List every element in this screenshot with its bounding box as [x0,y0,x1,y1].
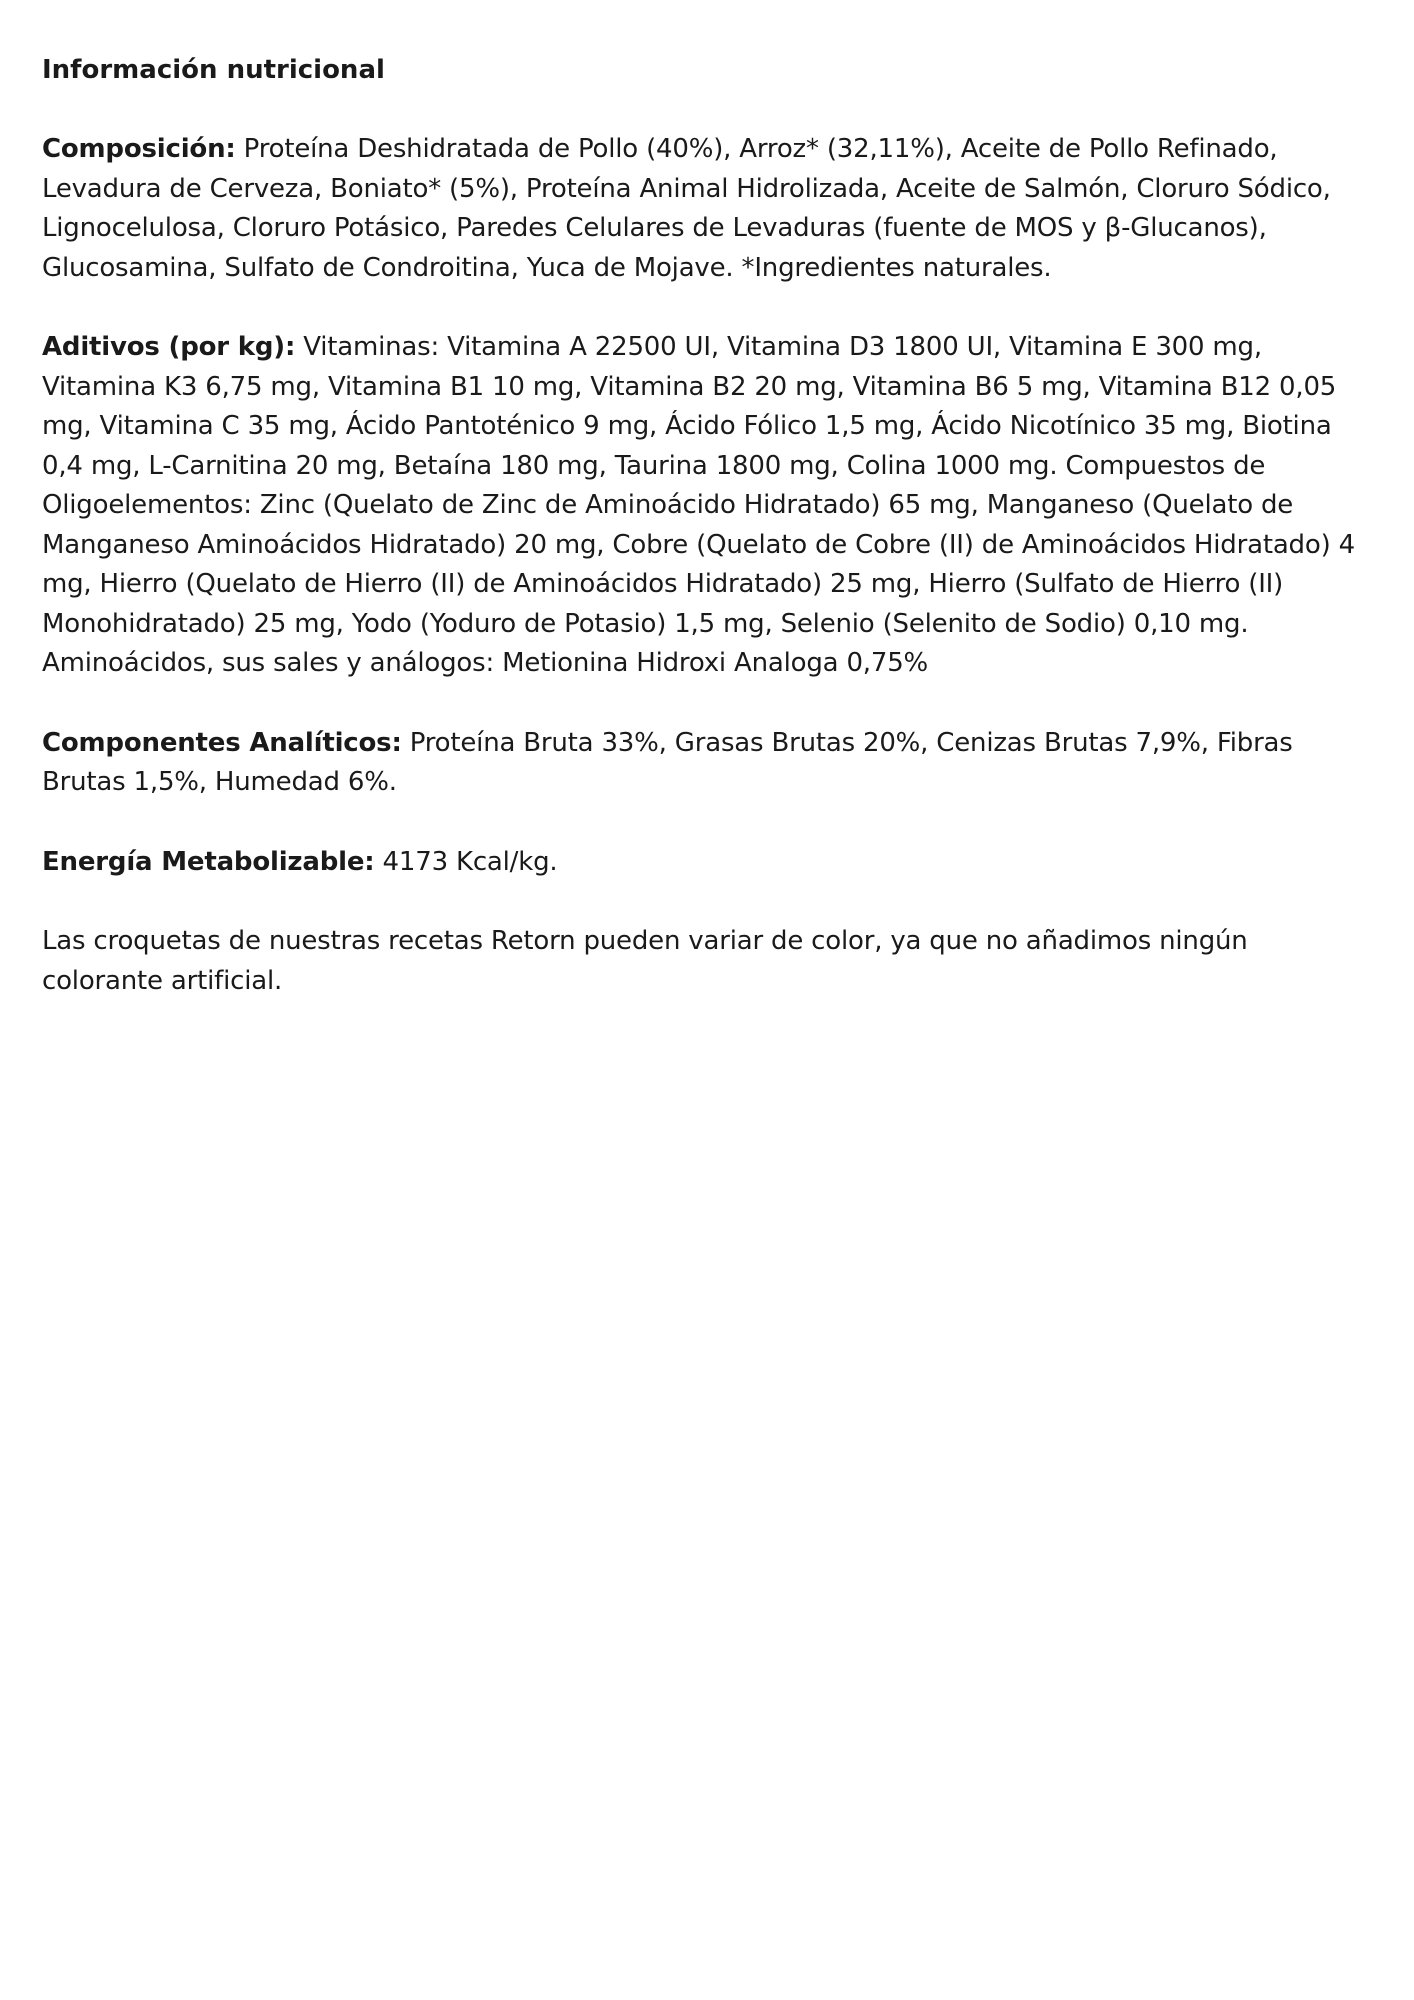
page-title: Información nutricional [42,55,385,85]
metabolizable-energy-paragraph [42,843,1372,883]
analytical-components-label: Componentes Analíticos: [42,727,402,758]
color-note-paragraph: Las croquetas de nuestras recetas Retorn pueden variar de color, ya que no añadimos ningún colorante artificial. [42,926,1248,996]
analytical-components-paragraph [42,724,1372,803]
additives-label: Aditivos (por kg): [42,332,296,362]
document-page [42,50,1372,1041]
metabolizable-energy-text: 4173 Kcal/kg. [382,846,558,877]
additives-paragraph [42,328,1372,684]
analytical-components-text: Proteína Bruta 33%, Grasas Brutas 20%, Cenizas Brutas 7,9%, Fibras Brutas 1,5%, Humedad 6%. [42,727,1293,797]
metabolizable-energy-label: Energía Metabolizable: [42,846,375,877]
composition-paragraph [42,130,1372,288]
composition-label: Composición: [42,134,236,164]
additives-text: Vitaminas: Vitamina A 22500 UI, Vitamina D3 1800 UI, Vitamina E 300 mg, Vitamina K3 6,75 mg, Vitamina B1 10 mg, Vitamina B2 20 mg, Vitamina B6 5 mg, Vitamina B12 0,05 mg, Vitamina C 35 mg, Ácido Pantoténico 9 mg, Ácido Fólico 1,5 mg, Ácido Nicotínico 35 mg, Biotina 0,4 mg, L-Carnitina 20 mg, Betaína 180 mg, Taurina 1800 mg, Colina 1000 mg. Compuestos de Oligoelementos: Zinc (Quelato de Zinc de Aminoácido Hidratado) 65 mg, Manganeso (Quelato de Manganeso Aminoácidos Hidratado) 20 mg, Cobre (Quelato de Cobre (II) de Aminoácidos Hidratado) 4 mg, Hierro (Quelato de Hierro (II) de Aminoácidos Hidratado) 25 mg, Hierro (Sulfato de Hierro (II) Monohidratado) 25 mg, Yodo (Yoduro de Potasio) 1,5 mg, Selenio (Selenito de Sodio) 0,10 mg. Aminoácidos, sus sales y análogos: Metionina Hidroxi Analoga 0,75% [42,332,1355,678]
composition-text: Proteína Deshidratada de Pollo (40%), Arroz* (32,11%), Aceite de Pollo Refinado, Levadura de Cerveza, Boniato* (5%), Proteína Animal Hidrolizada, Aceite de Salmón, Cloruro Sódico, Lignocelulosa, Cloruro Potásico, Paredes Celulares de Levaduras (fuente de MOS y β-Glucanos), Glucosamina, Sulfato de Condroitina, Yuca de Mojave. *Ingredientes naturales. [42,134,1331,283]
